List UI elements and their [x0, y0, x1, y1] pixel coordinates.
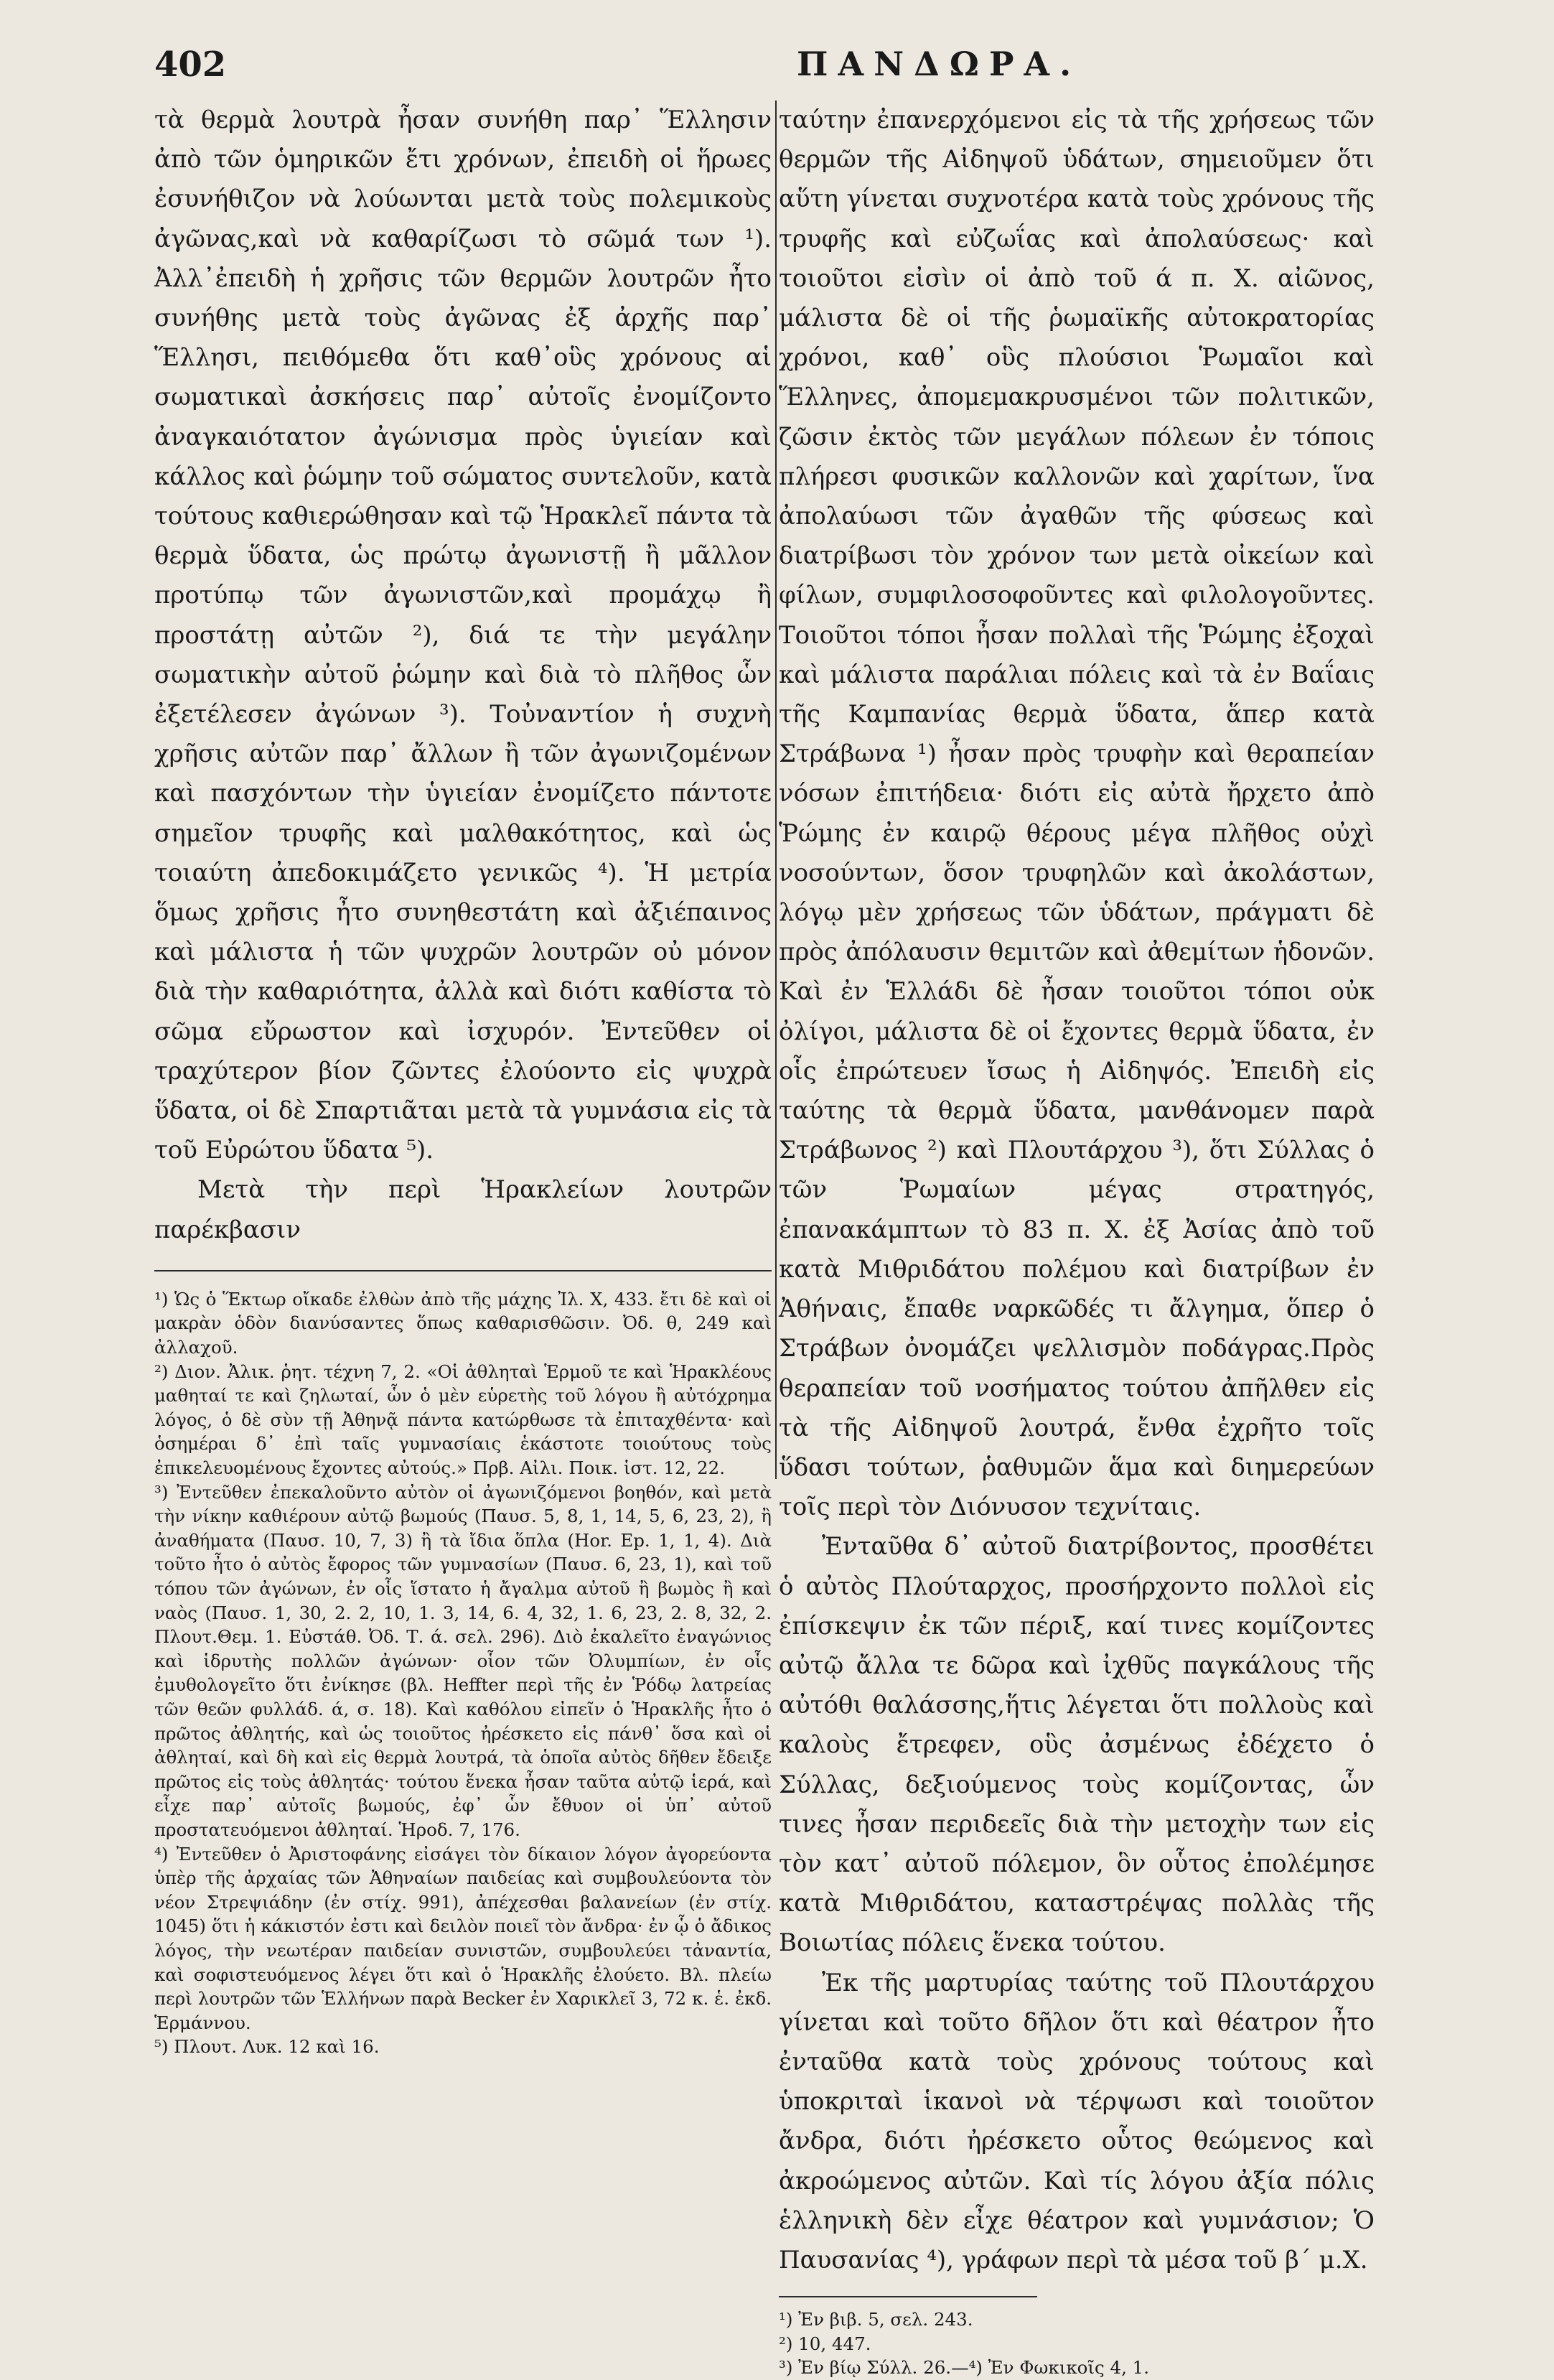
left-paragraph-2-text: Μετὰ τὴν περὶ Ἡρακλείων λουτρῶν παρέκβασιν: [154, 1175, 772, 1244]
right-paragraph-3: [779, 1964, 1375, 2281]
left-paragraph-1: τὰ θερμὰ λουτρὰ ἦσαν συνήθη παρ᾽ Ἕλλησιν ἀπὸ τῶν ὁμηρικῶν ἔτι χρόνων, ἐπειδὴ οἱ ἥρωες ἐσυνήθιζον νὰ λούωνται μετὰ τοὺς πολεμικοὺς ἀγῶνας,καὶ νὰ καθαρίζωσι τὸ σῶμά των ¹). Ἀλλ᾽ἐπειδὴ ἡ χρῆσις τῶν θερμῶν λουτρῶν ἦτο συνήθης μετὰ τοὺς ἀγῶνας ἐξ ἀρχῆς παρ᾽ Ἕλλησι, πειθόμεθα ὅτι καθ᾽οὓς χρόνους αἱ σωματικαὶ ἀσκήσεις παρ᾽ αὐτοῖς ἐνομίζοντο ἀναγκαιότατον ἀγώνισμα πρὸς ὑγιείαν καὶ κάλλος καὶ ῥώμην τοῦ σώματος συντελοῦν, κατὰ τούτους καθιερώθησαν καὶ τῷ Ἡρακλεῖ πάντα τὰ θερμὰ ὕδατα, ὡς πρώτῳ ἀγωνιστῇ ἢ μᾶλλον προτύπῳ τῶν ἀγωνιστῶν,καὶ προμάχῳ ἢ προστάτῃ αὐτῶν ²), διά τε τὴν μεγάλην σωματικὴν αὐτοῦ ῥώμην καὶ διὰ τὸ πλῆθος ὧν ἐξετέλεσεν ἀγώνων ³). Τοὐναντίον ἡ συχνὴ χρῆσις αὐτῶν παρ᾽ ἄλλων ἢ τῶν ἀγωνιζομένων καὶ πασχόντων τὴν ὑγιείαν ἐνομίζετο πάντοτε σημεῖον τρυφῆς καὶ μαλθακότητος, καὶ ὡς τοιαύτη ἀπεδοκιμάζετο γενικῶς ⁴). Ἡ μετρία ὅμως χρῆσις ἦτο συνηθεστάτη καὶ ἀξιέπαινος καὶ μάλιστα ἡ τῶν ψυχρῶν λουτρῶν οὐ μόνον διὰ τὴν καθαριότητα, ἀλλὰ καὶ διότι καθίστα τὸ σῶμα εὔρωστον καὶ ἰσχυρόν. Ἐντεῦθεν οἱ τραχύτερον βίον ζῶντες ἐλούοντο εἰς ψυχρὰ ὕδατα, οἱ δὲ Σπαρτιᾶται μετὰ τὰ γυμνάσια εἰς τὰ τοῦ Εὐρώτου ὕδατα ⁵).: [154, 106, 772, 1165]
footnote-rule-left: [154, 1270, 772, 1271]
right-paragraph-2-text: Ἐνταῦθα δ᾽ αὐτοῦ διατρίβοντος, προσθέτει ὁ αὐτὸς Πλούταρχος, προσήρχοντο πολλοὶ εἰς ἐπίσκεψιν ἐκ τῶν πέριξ, καί τινες κομίζοντες αὐτῷ ἄλλα τε δῶρα καὶ ἰχθῦς παγκάλους τῆς αὐτόθι θαλάσσης,ἥτις λέγεται ὅτι πολλοὺς καὶ καλοὺς ἔτρεφεν, οὓς ἀσμένως ἐδέχετο ὁ Σύλλας, δεξιούμενος τοὺς κομίζοντας, ὧν τινες ἦσαν περιδεεῖς διὰ τὴν μετοχὴν των εἰς τὸν κατ᾽ αὐτοῦ πόλεμον, ὃν οὗτος ἐπολέμησε κατὰ Μιθριδάτου, καταστρέψας πολλὰς τῆς Βοιωτίας πόλεις ἕνεκα τούτου.: [779, 1532, 1375, 1958]
column-divider: [775, 101, 777, 1479]
left-footnote-5: ⁵) Πλουτ. Λυκ. 12 καὶ 16.: [154, 2036, 380, 2058]
right-paragraph-2: [779, 1527, 1375, 1963]
left-footnote-1: ¹) Ὡς ὁ Ἕκτωρ οἴκαδε ἐλθὼν ἀπὸ τῆς μάχης Ἰλ. Χ, 433. ἔτι δὲ καὶ οἱ μακρὰν ὁδὸν διανύσαντες ὅπως καθαρισθῶσιν. Ὀδ. θ, 249 καὶ ἀλλαχοῦ.: [154, 1288, 772, 1358]
left-footnote-2: ²) Διον. Ἀλικ. ῥητ. τέχνη 7, 2. «Οἱ ἀθληταὶ Ἑρμοῦ τε καὶ Ἡρακλέους μαθηταί τε καὶ ζηλωταί, ὧν ὁ μὲν εὑρετὴς τοῦ λόγου ἢ αὐτόχρημα λόγος, ὁ δὲ σὺν τῇ Ἀθηνᾷ πάντα κατώρθωσε τὰ ἐπιταχθέντα· καὶ ὁσημέραι δ᾽ ἐπὶ ταῖς γυμνασίαις ἑκάστοτε τοιούτους τοὺς ἐπικελευομένους ἔχοντες αὐτούς.» Πρβ. Αἰλι. Ποικ. ἱστ. 12, 22.: [154, 1361, 772, 1479]
right-column: [779, 101, 1375, 2379]
footnote-rule-right: [779, 2296, 1037, 2297]
right-footnote-3: ³) Ἐν βίῳ Σύλλ. 26.—⁴) Ἐν Φωκικοῖς 4, 1.: [779, 2357, 1150, 2379]
right-footnote-1: ¹) Ἐν βιβ. 5, σελ. 243.: [779, 2309, 973, 2330]
page-number: 402: [154, 45, 227, 85]
right-paragraph-1: ταύτην ἐπανερχόμενοι εἰς τὰ τῆς χρήσεως τῶν θερμῶν τῆς Αἰδηψοῦ ὑδάτων, σημειοῦμεν ὅτι αὕτη γίνεται συχνοτέρα κατὰ τοὺς χρόνους τῆς τρυφῆς καὶ εὐζωΐας καὶ ἀπολαύσεως· καὶ τοιοῦτοι εἰσὶν οἱ ἀπὸ τοῦ ά π. Χ. αἰῶνος, μάλιστα δὲ οἱ τῆς ῥωμαϊκῆς αὐτοκρατορίας χρόνοι, καθ᾽ οὓς πλούσιοι Ῥωμαῖοι καὶ Ἕλληνες, ἀπομεμακρυσμένοι τῶν πολιτικῶν, ζῶσιν ἐκτὸς τῶν μεγάλων πόλεων ἐν τόποις πλήρεσι φυσικῶν καλλονῶν καὶ χαρίτων, ἵνα ἀπολαύωσι τῶν ἀγαθῶν τῆς φύσεως καὶ διατρίβωσι τὸν χρόνον των μετὰ οἰκείων καὶ φίλων, συμφιλοσοφοῦντες καὶ φιλολογοῦντες. Τοιοῦτοι τόποι ἦσαν πολλαὶ τῆς Ῥώμης ἐξοχαὶ καὶ μάλιστα παράλιαι πόλεις καὶ τὰ ἐν Βαΐαις τῆς Καμπανίας θερμὰ ὕδατα, ἅπερ κατὰ Στράβωνα ¹) ἦσαν πρὸς τρυφὴν καὶ θεραπείαν νόσων ἐπιτήδεια· διότι εἰς αὐτὰ ἤρχετο ἀπὸ Ῥώμης ἐν καιρῷ θέρους μέγα πλῆθος οὐχὶ νοσούντων, ὅσον τρυφηλῶν καὶ ἀκολάστων, λόγῳ μὲν χρήσεως τῶν ὑδάτων, πράγματι δὲ πρὸς ἀπόλαυσιν θεμιτῶν καὶ ἀθεμίτων ἡδονῶν. Καὶ ἐν Ἑλλάδι δὲ ἦσαν τοιοῦτοι τόποι οὐκ ὀλίγοι, μάλιστα δὲ οἱ ἔχοντες θερμὰ ὕδατα, ἐν οἷς ἐπρώτευεν ἴσως ἡ Αἰδηψός. Ἐπειδὴ εἰς ταύτης τὰ θερμὰ ὕδατα, μανθάνομεν παρὰ Στράβωνος ²) καὶ Πλουτάρχου ³), ὅτι Σύλλας ὁ τῶν Ῥωμαίων μέγας στρατηγός, ἐπανακάμπτων τὸ 83 π. Χ. ἐξ Ἀσίας ἀπὸ τοῦ κατὰ Μιθριδάτου πολέμου καὶ διατρίβων ἐν Ἀθήναις, ἔπαθε ναρκῶδές τι ἄλγημα, ὅπερ ὁ Στράβων ὀνομάζει ψελλισμὸν ποδάγρας.Πρὸς θεραπείαν τοῦ νοσήματος τούτου ἀπῆλθεν εἰς τὰ τῆς Αἰδηψοῦ λουτρά, ἔνθα ἐχρῆτο τοῖς ὕδασι τούτων, ῥαθυμῶν ἅμα καὶ διημερεύων τοῖς περὶ τὸν Διόνυσον τεχνίταις.: [779, 106, 1375, 1522]
left-column: [154, 101, 772, 2093]
left-footnote-3: ³) Ἐντεῦθεν ἐπεκαλοῦντο αὐτὸν οἱ ἀγωνιζόμενοι βοηθόν, καὶ μετὰ τὴν νίκην καθιέρουν αὐτῷ βωμούς (Παυσ. 5, 8, 1, 14, 5, 6, 23, 2), ἢ ἀναθήματα (Παυσ. 10, 7, 3) ἢ τὰ ἴδια ὅπλα (Hor. Ep. 1, 1, 4). Διὰ τοῦτο ἦτο ὁ αὐτὸς ἔφορος τῶν γυμνασίων (Παυσ. 6, 23, 1), καὶ τοῦ τόπου τῶν ἀγώνων, ἐν οἷς ἵστατο ἡ ἄγαλμα αὐτοῦ ἢ βωμὸς ἢ καὶ ναὸς (Παυσ. 1, 30, 2. 2, 10, 1. 3, 14, 6. 4, 32, 1. 6, 23, 2. 8, 32, 2. Πλουτ.Θεμ. 1. Εὐστάθ. Ὀδ. Τ. ά. σελ. 296). Διὸ ἐκαλεῖτο ἐναγώνιος καὶ ἱδρυτὴς πολλῶν ἀγώνων· οἷον τῶν Ὀλυμπίων, ἐν οἷς ἐμυθολογεῖτο ὅτι ἐνίκησε (βλ. Heffter περὶ τῆς ἐν Ῥόδῳ λατρείας τῶν θεῶν φυλλάδ. ά, σ. 18). Καὶ καθόλου εἰπεῖν ὁ Ἡρακλῆς ἦτο ὁ πρῶτος ἀθλητής, καὶ ὡς τοιοῦτος ἠρέσκετο εἰς πάνθ᾽ ὅσα καὶ οἱ ἀθληταί, καὶ δὴ καὶ εἰς θερμὰ λουτρά, τὰ ὁποῖα αὐτὸς δῆθεν ἔδειξε πρῶτος εἰς τοὺς ἀθλητάς· τούτου ἕνεκα ἦσαν ταῦτα αὐτῷ ἱερά, καὶ εἶχε παρ᾽ αὐτοῖς βωμούς, ἐφ᾽ ὧν ἔθυον οἱ ὑπ᾽ αὐτοῦ προστατευόμενοι ἀθληταί. Ἡροδ. 7, 176.: [154, 1481, 772, 1840]
page-header: [154, 45, 1518, 102]
right-paragraph-3-text: Ἐκ τῆς μαρτυρίας ταύτης τοῦ Πλουτάρχου γίνεται καὶ τοῦτο δῆλον ὅτι καὶ θέατρον ἦτο ἐνταῦθα κατὰ τοὺς χρόνους τούτους καὶ ὑποκριταὶ ἱκανοὶ νὰ τέρψωσι καὶ τοιοῦτον ἄνδρα, διότι ἠρέσκετο οὗτος θεώμενος καὶ ἀκροώμενος αὐτῶν. Καὶ τίς λόγου ἀξία πόλις ἑλληνικὴ δὲν εἶχε θέατρον καὶ γυμνάσιον; Ὁ Παυσανίας ⁴), γράφων περὶ τὰ μέσα τοῦ β΄ μ.Χ.: [779, 1968, 1375, 2274]
running-title: ΠΑΝΔΩΡΑ.: [797, 45, 1082, 83]
right-footnote-2: ²) 10, 447.: [779, 2333, 871, 2354]
left-footnote-4: ⁴) Ἐντεῦθεν ὁ Ἀριστοφάνης εἰσάγει τὸν δίκαιον λόγον ἀγορεύοντα ὑπὲρ τῆς ἀρχαίας τῶν Ἀθηναίων παιδείας καὶ συμβουλεύοντα τὸν νέον Στρεψιάδην (ἐν στίχ. 991), ἀπέχεσθαι βαλανείων (ἐν στίχ. 1045) ὅτι ἡ κάκιστόν ἐστι καὶ δειλὸν ποιεῖ τὸν ἄνδρα· ἐν ᾧ ὁ ἄδικος λόγος, τὴν νεωτέραν παιδείαν συνιστῶν, συμβουλεύει τἀναντία, καὶ σοφιστευόμενος λέγει ὅτι καὶ ὁ Ἡρακλῆς ἐλούετο. Βλ. πλείω περὶ λουτρῶν τῶν Ἑλλήνων παρὰ Becker ἐν Χαρικλεῖ 3, 72 κ. ἑ. ἐκδ. Ἑρμάννου.: [154, 1843, 772, 2033]
left-paragraph-2: [154, 1170, 772, 1249]
